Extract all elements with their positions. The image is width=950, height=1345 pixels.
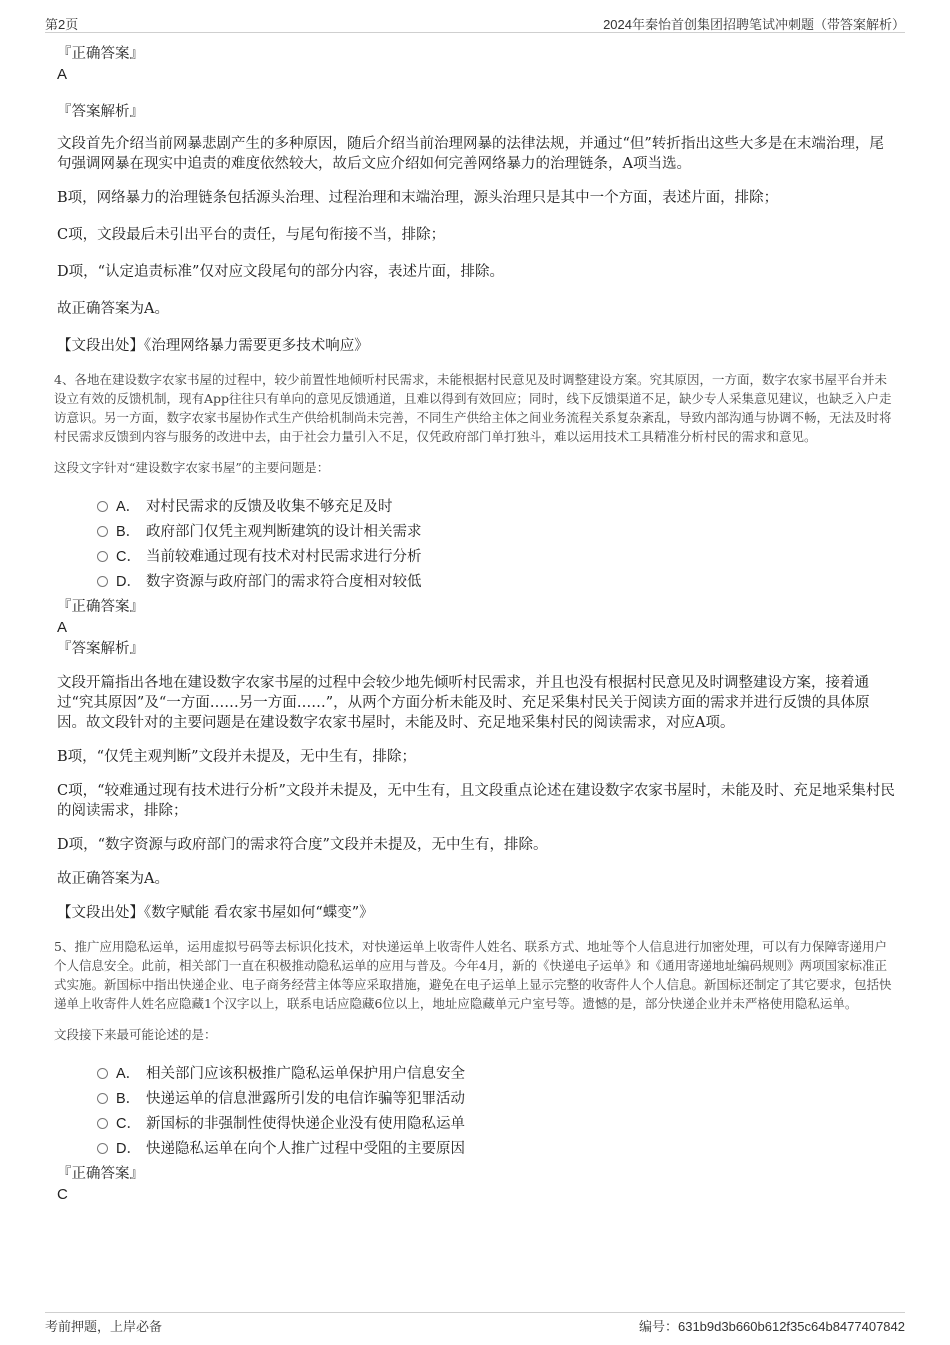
- analysis-label: 『答案解析』: [57, 641, 144, 657]
- option-b[interactable]: B． 快递运单的信息泄露所引发的电信诈骗等犯罪活动: [97, 1087, 895, 1112]
- correct-answer-label: 『正确答案』: [57, 1166, 144, 1182]
- option-list: [57, 495, 895, 595]
- option-list: [57, 1062, 895, 1162]
- page-header: [45, 12, 905, 33]
- question-stem: 5、推广应用隐私运单，运用虚拟号码等去标识化技术，对快递运单上收寄件人姓名、联系方式、地址等个人信息进行加密处理，可以有力保障寄递用户个人信息安全。此前，相关部门一直在积极推动隐私运单的应用与普及。今年4月，新的《快递电子运单》和《通用寄递地址编码规则》两项国家标准正式实施。新国标中指出快递企业、电子商务经营主体等应采取措施，避免在电子运单上显示完整的收寄件人个人信息。新国标还制定了其它要求，包括快递单上收寄件人姓名应隐藏1个汉字以上，联系电话应隐藏6位以上，地址应隐藏单元户室号等。遗憾的是，部分快递企业并未严格使用隐私运单。: [54, 939, 892, 1011]
- analysis-paragraph: C项，文段最后未引出平台的责任，与尾句衔接不当，排除；: [57, 227, 446, 243]
- option-c[interactable]: C． 新国标的非强制性使得快递企业没有使用隐私运单: [97, 1112, 895, 1137]
- document-id: 编号：631b9d3b660b612f35c64b8477407842: [638, 1319, 905, 1334]
- question-stem: 4、各地在建设数字农家书屋的过程中，较少前置性地倾听村民需求，未能根据村民意见及时调整建设方案。究其原因，一方面，数字农家书屋平台并未设立有效的反馈机制，现有App往往只有单向的意见反馈通道，且难以得到有效回应；同时，线下反馈渠道不足，缺少专人采集意见建议，也缺乏入户走访意识。另一方面，数字农家书屋协作式生产供给机制尚未完善，不同生产供给主体之间业务流程关系复杂紊乱，导致内部沟通与协调不畅，无法及时将村民需求反馈到内容与服务的改进中去，由于社会力量引入不足，仅凭政府部门单打独斗，难以运用技术工具精准分析村民的需求和意见。: [54, 372, 892, 444]
- analysis-paragraph: C项，“较难通过现有技术进行分析”文段并未提及，无中生有，且文段重点论述在建设数字农家书屋时，未能及时、充足地采集村民的阅读需求，排除；: [57, 783, 895, 819]
- radio-icon[interactable]: [97, 1068, 108, 1079]
- analysis-conclusion: 故正确答案为A。: [57, 301, 169, 317]
- analysis-paragraph: D项，“认定追责标准”仅对应文段尾句的部分内容，表述片面，排除。: [57, 264, 504, 280]
- correct-answer-value: C: [57, 1186, 68, 1203]
- correct-answer-label: 『正确答案』: [57, 46, 144, 62]
- option-b[interactable]: B． 政府部门仅凭主观判断建筑的设计相关需求: [97, 520, 895, 545]
- analysis-paragraph: 文段开篇指出各地在建设数字农家书屋的过程中会较少地先倾听村民需求，并且也没有根据村民意见及时调整建设方案，接着通过“究其原因”及“一方面……另一方面……”，从两个方面分析未能及时、充足采集村民关于阅读方面的需求并进行反馈的具体原因。故文段针对的主要问题是在建设数字农家书屋时，未能及时、充足地采集村民的阅读需求，对应A项。: [57, 675, 870, 731]
- analysis-label: 『答案解析』: [57, 104, 144, 120]
- analysis-paragraph: B项，网络暴力的治理链条包括源头治理、过程治理和末端治理，源头治理只是其中一个方面，表述片面，排除；: [57, 190, 779, 206]
- radio-icon[interactable]: [97, 526, 108, 537]
- correct-answer-value: A: [57, 66, 68, 83]
- question-prompt: 文段接下来最可能论述的是：: [54, 1027, 217, 1042]
- question-prompt: 这段文字针对“建设数字农家书屋”的主要问题是：: [54, 460, 330, 475]
- analysis-paragraph: B项，“仅凭主观判断”文段并未提及，无中生有，排除；: [57, 749, 416, 765]
- source-citation: 【文段出处】《治理网络暴力需要更多技术响应》: [57, 338, 369, 354]
- document-title: 2024年秦怡首创集团招聘笔试冲刺题（带答案解析）: [603, 17, 905, 32]
- radio-icon[interactable]: [97, 576, 108, 587]
- radio-icon[interactable]: [97, 1118, 108, 1129]
- page-number: 第2页: [45, 17, 79, 32]
- analysis-paragraph: 文段首先介绍当前网暴悲剧产生的多种原因，随后介绍当前治理网暴的法律法规，并通过“但”转折指出这些大多是在末端治理，尾句强调网暴在现实中追责的难度依然较大，故后文应介绍如何完善网络暴力的治理链条，A项当选。: [57, 136, 884, 172]
- correct-answer-label: 『正确答案』: [57, 599, 144, 615]
- radio-icon[interactable]: [97, 1143, 108, 1154]
- footer-slogan: 考前押题，上岸必备: [45, 1319, 163, 1334]
- source-citation: 【文段出处】《数字赋能 看农家书屋如何“蝶变”》: [57, 905, 374, 921]
- radio-icon[interactable]: [97, 501, 108, 512]
- option-a[interactable]: A． 相关部门应该积极推广隐私运单保护用户信息安全: [97, 1062, 895, 1087]
- analysis-paragraph: D项，“数字资源与政府部门的需求符合度”文段并未提及，无中生有，排除。: [57, 837, 548, 853]
- radio-icon[interactable]: [97, 1093, 108, 1104]
- option-c[interactable]: C． 当前较难通过现有技术对村民需求进行分析: [97, 545, 895, 570]
- option-d[interactable]: D． 快递隐私运单在向个人推广过程中受阻的主要原因: [97, 1137, 895, 1162]
- option-d[interactable]: D． 数字资源与政府部门的需求符合度相对较低: [97, 570, 895, 595]
- page-content: [54, 44, 895, 1206]
- correct-answer-value: A: [57, 619, 68, 636]
- page-footer: [45, 1312, 905, 1335]
- option-a[interactable]: A． 对村民需求的反馈及收集不够充足及时: [97, 495, 895, 520]
- analysis-conclusion: 故正确答案为A。: [57, 871, 169, 887]
- radio-icon[interactable]: [97, 551, 108, 562]
